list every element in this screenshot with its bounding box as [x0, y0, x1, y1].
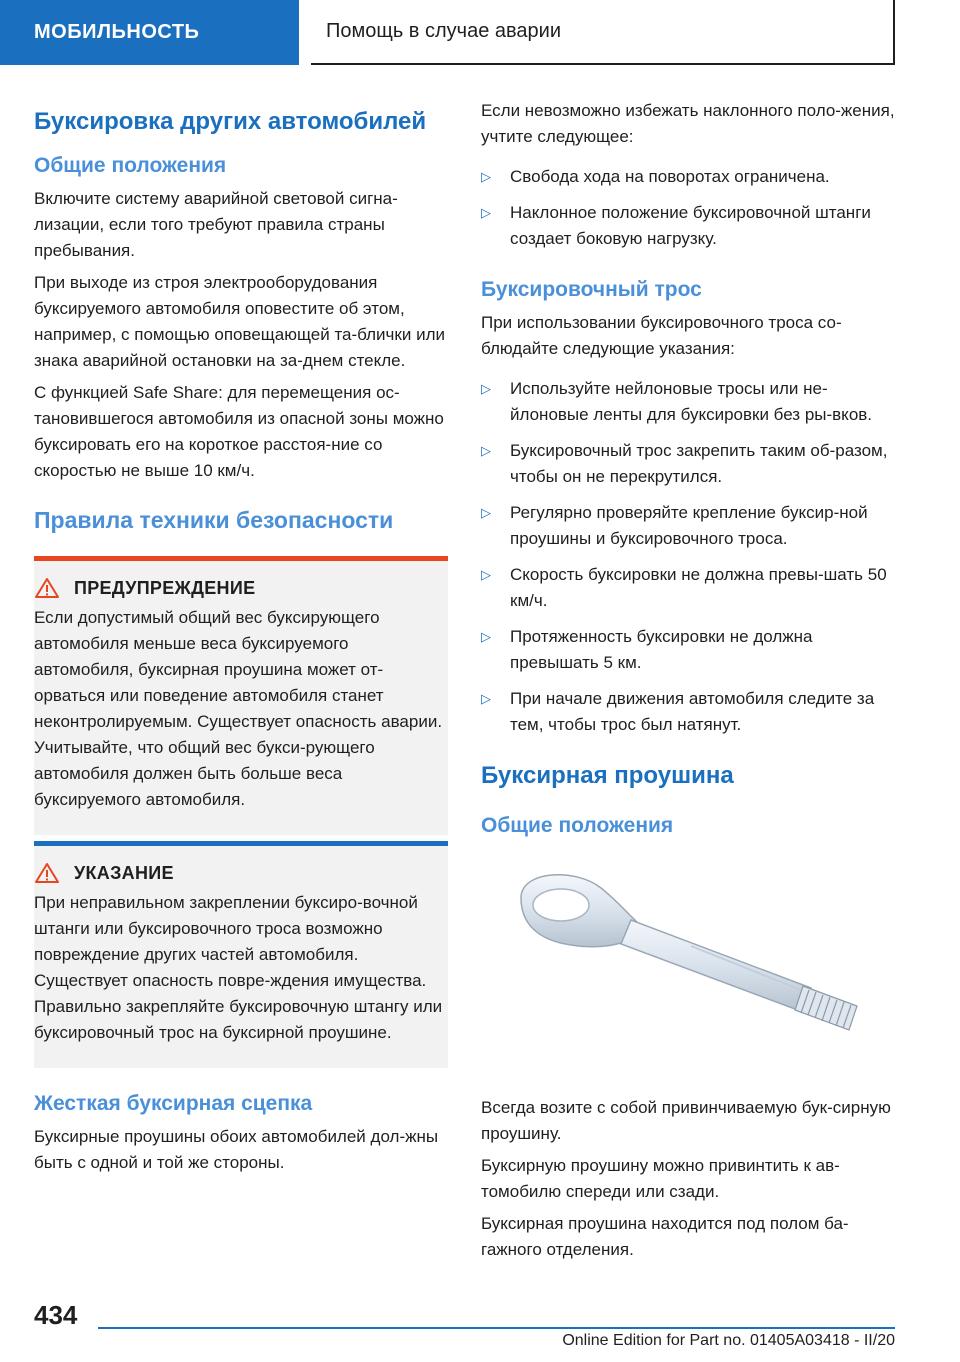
- edition-note: Online Edition for Part no. 01405A03418 - II/20: [562, 1332, 895, 1349]
- chapter-title-box: [311, 0, 895, 65]
- triangle-bullet-icon: ▷: [481, 691, 491, 706]
- left-column: [34, 105, 448, 1176]
- triangle-bullet-icon: ▷: [481, 443, 491, 458]
- notice-callout: [34, 841, 448, 1068]
- list-item: ▷ Скорость буксировки не должна превы-шать 50 км/ч.: [481, 562, 895, 614]
- right-column: [481, 98, 895, 1263]
- warning-triangle-icon: [34, 577, 60, 599]
- paragraph-safe-share: С функцией Safe Share: для перемещения ос-тановившегося автомобиля из опасной зоны можно буксировать его на короткое расстоя-ние со скоростью не выше 10 км/ч.: [34, 383, 444, 480]
- paragraph-electrical-failure: При выходе из строя электрооборудования буксируемого автомобиля оповестите об этом, например, с помощью оповещающей та-блички или знака аварийной остановки на за-днем стекле.: [34, 273, 445, 370]
- paragraph-rope-intro: При использовании буксировочного троса со-блюдайте следующие указания:: [481, 313, 842, 358]
- heading-towing-others: Буксировка других автомобилей: [34, 108, 427, 135]
- paragraph-incline-intro: Если невозможно избежать наклонного поло-жения, учтите следующее:: [481, 101, 895, 146]
- paragraph-screw-eye: Буксирную проушину можно привинтить к ав-томобилю спереди или сзади.: [481, 1156, 840, 1201]
- list-item: ▷ Свобода хода на поворотах ограничена.: [481, 164, 895, 190]
- chapter-title: Помощь в случае аварии: [326, 20, 561, 42]
- page-number: 434: [34, 1300, 78, 1330]
- incline-list: [481, 164, 895, 252]
- triangle-bullet-icon: ▷: [481, 381, 491, 396]
- triangle-bullet-icon: ▷: [481, 629, 491, 644]
- footer-divider: [98, 1327, 895, 1329]
- notice-text: При неправильном закреплении буксиро-вочной штанги или буксировочного троса возможно повреждение других частей автомобиля. Существует опасность повре-ждения имущества. Правильно закрепляйте буксировочную штангу или буксировочный трос на буксирной проушине.: [34, 893, 443, 1042]
- triangle-bullet-icon: ▷: [481, 169, 491, 184]
- tow-eye-illustration: [481, 840, 895, 1090]
- list-item: ▷ Протяженность буксировки не должна превышать 5 км.: [481, 624, 895, 676]
- heading-safety-rules: Правила техники безопасности: [34, 507, 394, 533]
- heading-general-right: Общие положения: [481, 814, 674, 837]
- triangle-bullet-icon: ▷: [481, 505, 491, 520]
- notice-title: УКАЗАНИЕ: [74, 862, 174, 883]
- section-label: МОБИЛЬНОСТЬ: [34, 21, 200, 43]
- paragraph-carry-eye: Всегда возите с собой привинчиваемую бук-сирную проушину.: [481, 1098, 891, 1143]
- list-item: ▷ Наклонное положение буксировочной штанги создает боковую нагрузку.: [481, 200, 895, 252]
- notice-triangle-icon: [34, 862, 60, 884]
- triangle-bullet-icon: ▷: [481, 205, 491, 220]
- list-item: ▷ Регулярно проверяйте крепление буксир-ной проушины и буксировочного троса.: [481, 500, 895, 552]
- triangle-bullet-icon: ▷: [481, 567, 491, 582]
- heading-rigid-coupling: Жесткая буксирная сцепка: [34, 1092, 313, 1115]
- section-tab: [0, 0, 299, 65]
- paragraph-eye-location: Буксирная проушина находится под полом ба-гажного отделения.: [481, 1214, 849, 1259]
- list-item: ▷ Используйте нейлоновые тросы или не-йлоновые ленты для буксировки без ры-вков.: [481, 376, 895, 428]
- heading-general-left: Общие положения: [34, 154, 227, 177]
- warning-callout: [34, 556, 448, 835]
- heading-tow-rope: Буксировочный трос: [481, 278, 702, 301]
- paragraph-rigid-coupling: Буксирные проушины обоих автомобилей дол-жны быть с одной и той же стороны.: [34, 1127, 439, 1172]
- warning-title: ПРЕДУПРЕЖДЕНИЕ: [74, 577, 256, 598]
- list-item: ▷ Буксировочный трос закрепить таким об-разом, чтобы он не перекрутился.: [481, 438, 895, 490]
- warning-text: Если допустимый общий вес буксирующего автомобиля меньше веса буксируемого автомобиля, буксирная проушина может от-орваться или поведение автомобиля станет неконтролируемым. Существует опасность аварии. Учитывайте, что общий вес букси-рующего автомобиля должен быть больше веса буксируемого автомобиля.: [34, 608, 443, 809]
- rope-list: [481, 376, 895, 738]
- list-item: ▷ При начале движения автомобиля следите за тем, чтобы трос был натянут.: [481, 686, 895, 738]
- heading-tow-eye: Буксирная проушина: [481, 762, 734, 789]
- paragraph-hazard-lights: Включите систему аварийной световой сигна-лизации, если того требуют правила страны пребывания.: [34, 189, 398, 260]
